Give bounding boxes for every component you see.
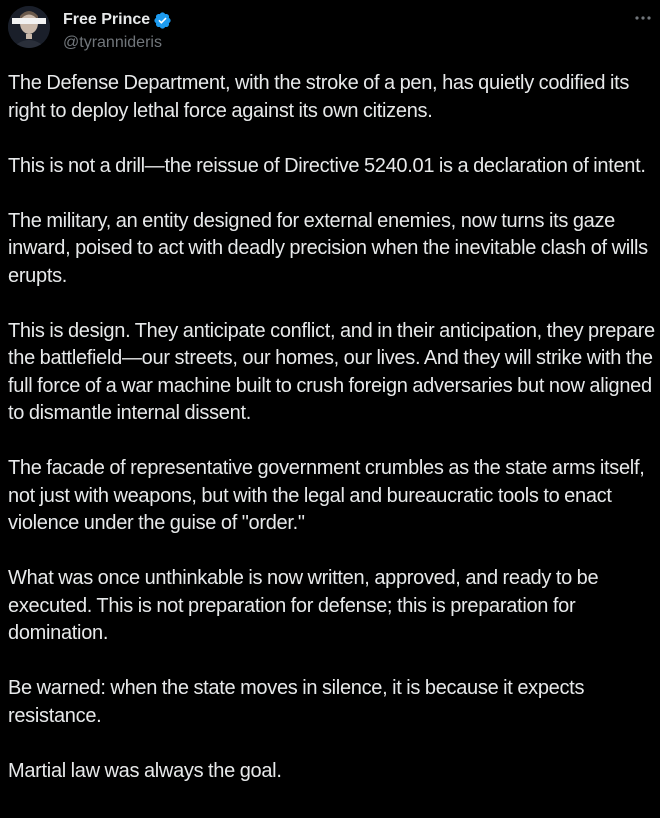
post-paragraph: Martial law was always the goal.	[8, 759, 282, 782]
author-handle[interactable]: @tyrannideris	[63, 34, 162, 51]
post-paragraph: Be warned: when the state moves in silence, it is because it expects resistance.	[8, 677, 585, 727]
post-header	[0, 0, 660, 70]
post-paragraph: The military, an entity designed for external enemies, now turns its gaze inward, poised to act with deadly precision when the inevitable clash of wills erupts.	[8, 209, 648, 287]
more-options-button[interactable]	[630, 8, 656, 28]
avatar-image	[8, 6, 50, 48]
post-paragraph: The Defense Department, with the stroke of a pen, has quietly codified its right to deploy lethal force against its own citizens.	[8, 72, 630, 122]
verified-badge-icon	[153, 11, 172, 30]
post-paragraph: This is not a drill—the reissue of Directive 5240.01 is a declaration of intent.	[8, 154, 646, 177]
post-paragraph: This is design. They anticipate conflict, and in their anticipation, they prepare the battlefield—our streets, our homes, our lives. And they will strike with the full force of a war machine built to crush foreign adversaries but now aligned to dismantle internal dissent.	[8, 319, 655, 424]
post-paragraph: What was once unthinkable is now written, approved, and ready to be executed. This is not preparation for defense; this is preparation for domination.	[8, 567, 599, 644]
author-display-name[interactable]: Free Prince	[63, 11, 151, 28]
post-paragraph: The facade of representative government crumbles as the state arms itself, not just with weapons, but with the legal and bureaucratic tools to enact violence under the guise of "order."	[8, 457, 645, 534]
avatar[interactable]	[8, 6, 50, 48]
post-text	[8, 70, 660, 785]
more-horizontal-icon	[633, 15, 653, 21]
author-name-row	[63, 9, 172, 31]
